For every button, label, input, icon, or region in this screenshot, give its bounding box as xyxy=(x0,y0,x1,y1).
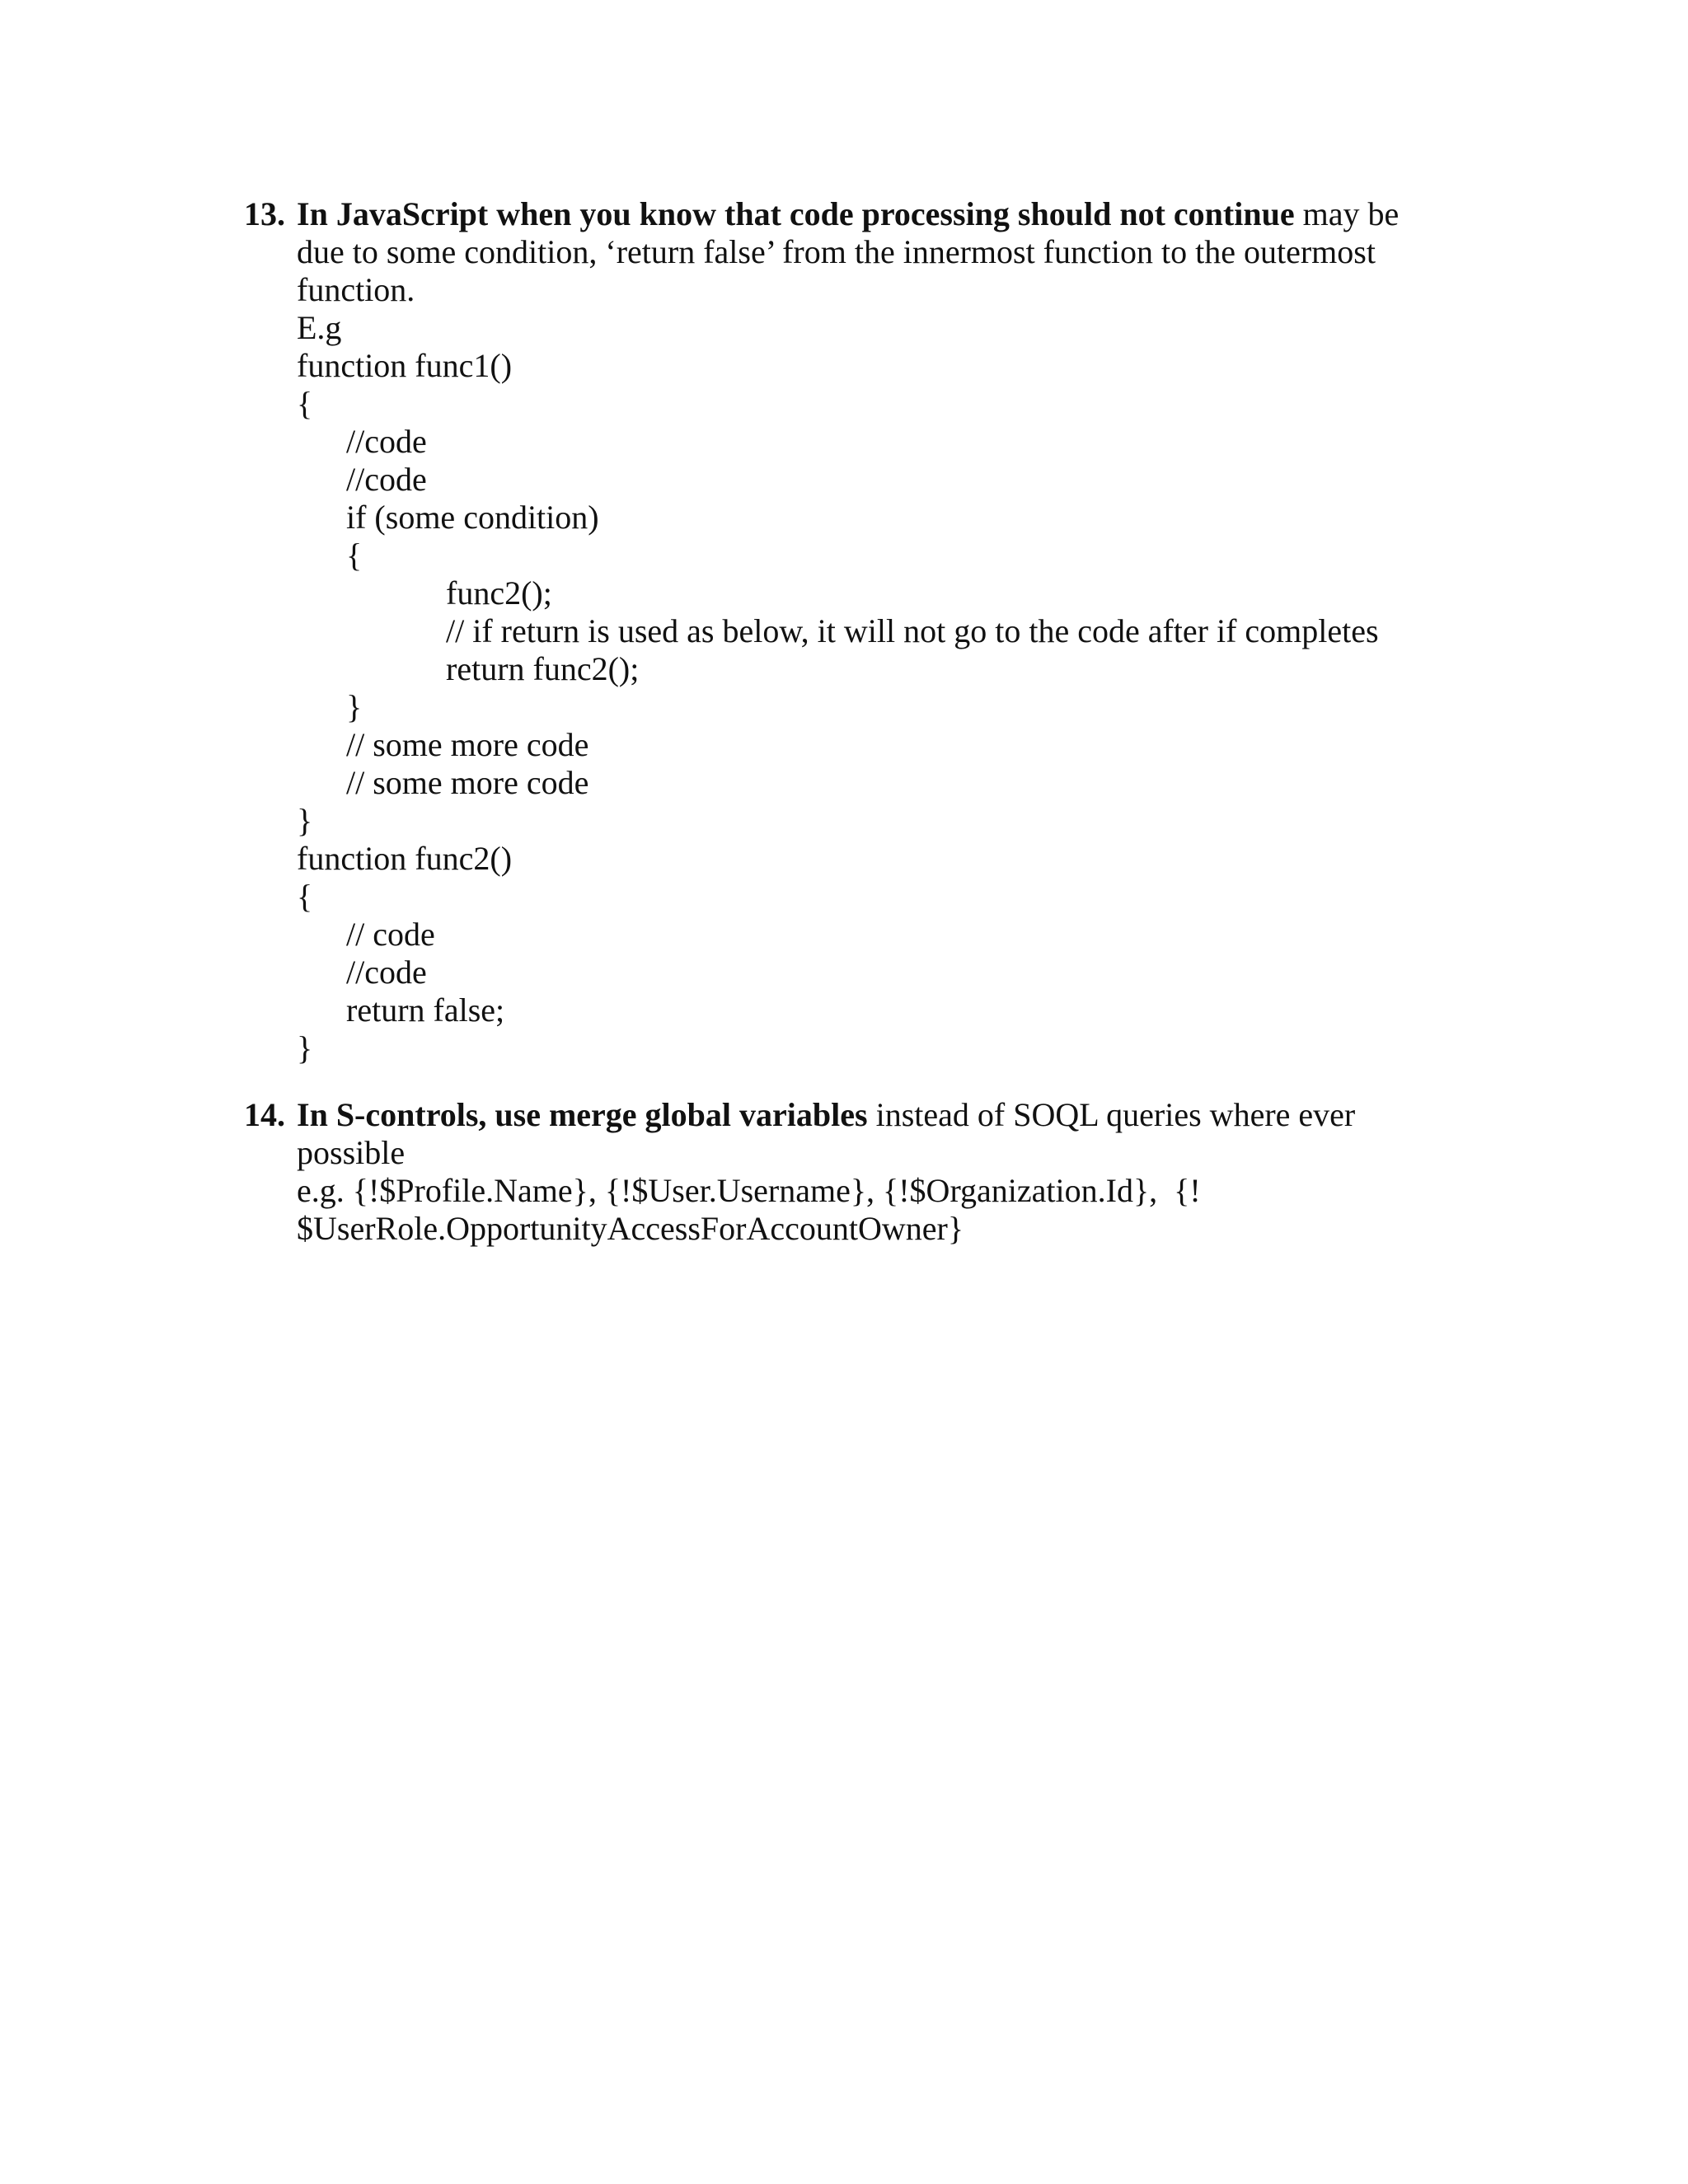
item-heading-rest: may be xyxy=(1294,195,1400,232)
item-number: 14. xyxy=(244,1096,285,1133)
code-text: return false; xyxy=(346,991,505,1029)
code-line xyxy=(244,764,1414,802)
code-text: } xyxy=(297,1029,313,1066)
code-line xyxy=(244,1029,1414,1067)
code-line xyxy=(244,878,1414,916)
code-text: //code xyxy=(346,423,427,460)
code-line xyxy=(244,499,1414,537)
item-heading-rest: instead of SOQL queries where ever xyxy=(867,1096,1356,1133)
code-line xyxy=(244,916,1414,954)
body-text: $UserRole.OpportunityAccessForAccountOwner} xyxy=(297,1210,964,1247)
code-line xyxy=(244,385,1414,423)
code-line xyxy=(244,840,1414,878)
code-line xyxy=(244,461,1414,499)
code-text: //code xyxy=(346,954,427,991)
code-line xyxy=(244,726,1414,764)
item-number: 13. xyxy=(244,195,285,232)
code-text: } xyxy=(297,802,313,839)
code-text: { xyxy=(346,537,363,574)
code-text: function func1() xyxy=(297,347,513,384)
code-line xyxy=(244,991,1414,1029)
body-text: possible xyxy=(297,1134,406,1171)
body-line xyxy=(244,233,1414,271)
body-text: function. xyxy=(297,271,415,308)
body-line xyxy=(244,271,1414,309)
code-line xyxy=(244,537,1414,574)
body-line xyxy=(244,1134,1414,1172)
item-heading-line xyxy=(244,195,1414,233)
body-text: e.g. {!$Profile.Name}, {!$User.Username}, {!$Organization.Id}, {! xyxy=(297,1172,1201,1209)
body-text: E.g xyxy=(297,309,342,346)
item-heading-bold: In S-controls, use merge global variables xyxy=(297,1096,868,1133)
code-line xyxy=(244,612,1414,650)
code-text: if (some condition) xyxy=(346,499,599,536)
code-text: func2(); xyxy=(446,574,552,612)
code-text: } xyxy=(346,688,363,725)
list-item-13 xyxy=(244,195,1414,1067)
item-heading-bold: In JavaScript when you know that code processing should not continue xyxy=(297,195,1295,232)
code-line xyxy=(244,347,1414,385)
code-line xyxy=(244,954,1414,991)
code-text: // some more code xyxy=(346,764,589,801)
code-text: { xyxy=(297,385,313,422)
code-text: { xyxy=(297,878,313,915)
item-heading-line xyxy=(244,1096,1414,1134)
item-heading xyxy=(297,1096,1355,1134)
code-text: // code xyxy=(346,916,435,953)
code-line xyxy=(244,802,1414,840)
code-text: return func2(); xyxy=(446,650,640,687)
code-line xyxy=(244,574,1414,612)
code-text: function func2() xyxy=(297,840,513,877)
code-line xyxy=(244,688,1414,726)
body-line xyxy=(244,1210,1414,1248)
body-line xyxy=(244,309,1414,347)
item-heading xyxy=(297,195,1399,233)
list-item-14 xyxy=(244,1096,1414,1248)
body-line xyxy=(244,1172,1414,1210)
body-text: due to some condition, ‘return false’ from the innermost function to the outermost xyxy=(297,233,1376,270)
code-line xyxy=(244,650,1414,688)
code-text: //code xyxy=(346,461,427,498)
code-text: // some more code xyxy=(346,726,589,763)
code-text: // if return is used as below, it will not go to the code after if completes xyxy=(446,612,1379,649)
code-line xyxy=(244,423,1414,461)
